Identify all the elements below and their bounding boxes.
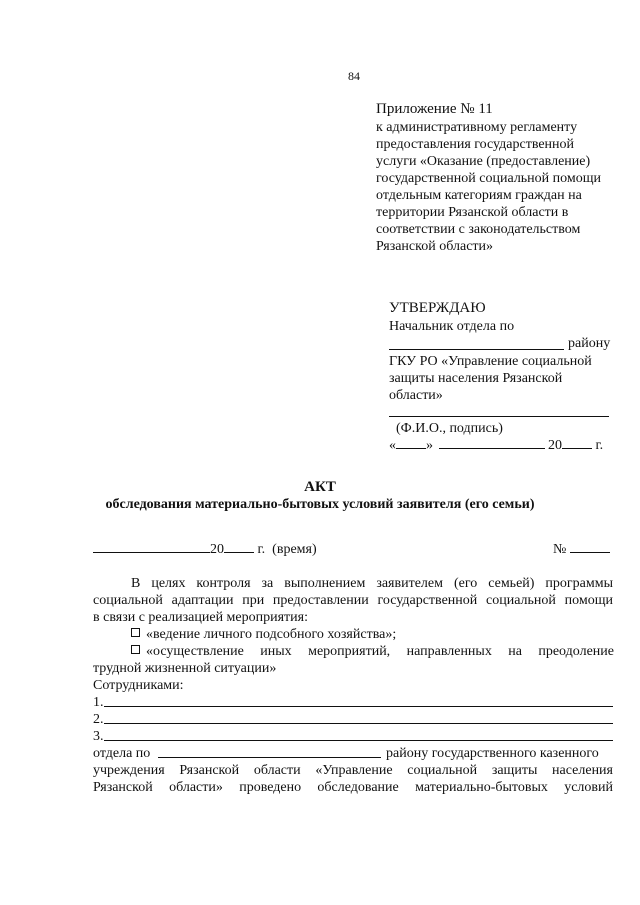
option-label: «осуществление иных мероприятий, направленных на преодоление	[146, 644, 614, 659]
appendix-line: соответствии с законодательством	[376, 222, 581, 237]
date-close-quote: »	[426, 438, 433, 453]
approve-chief: Начальник отдела по	[389, 319, 515, 334]
staff-blank	[104, 723, 613, 724]
signature-blank	[389, 416, 609, 417]
act-date-line	[93, 540, 317, 558]
closing-line: Рязанской области» проведено обследование материально-бытовых условий	[93, 780, 613, 795]
checkbox-icon	[131, 628, 140, 637]
approve-district: району	[568, 336, 611, 351]
staff-number: 3.	[93, 729, 104, 744]
appendix-line: Рязанской области»	[376, 239, 494, 254]
appendix-title: Приложение № 11	[376, 101, 493, 117]
option-other-cont: трудной жизненной ситуации»	[93, 661, 277, 676]
approve-org-line: ГКУ РО «Управление социальной	[389, 354, 592, 369]
staff-label: Сотрудниками:	[93, 678, 184, 693]
staff-blank	[104, 740, 613, 741]
date-year-suffix: г.	[595, 438, 604, 453]
act-number	[553, 540, 610, 558]
approve-date	[389, 436, 603, 454]
approve-org-line: области»	[389, 388, 443, 403]
act-year-suffix: г.	[257, 542, 266, 557]
act-title: АКТ	[304, 479, 336, 495]
staff-blank	[104, 706, 613, 707]
appendix-line: услуги «Оказание (предоставление)	[376, 154, 591, 169]
district-blank	[389, 349, 564, 350]
dept-prefix: отдела по	[93, 746, 151, 761]
approve-org-line: защиты населения Рязанской	[389, 371, 563, 386]
appendix-line: отдельным категориям граждан на	[376, 188, 582, 203]
act-time: (время)	[272, 542, 317, 557]
appendix-line: предоставления государственной	[376, 137, 575, 152]
year-blank	[562, 436, 592, 449]
act-year-prefix: 20	[210, 542, 224, 557]
number-blank	[570, 540, 610, 553]
approve-heading: УТВЕРЖДАЮ	[389, 300, 486, 316]
act-subtitle: обследования материально-бытовых условий заявителя (его семьи)	[105, 497, 535, 512]
intro-line: в связи с реализацией мероприятия:	[93, 610, 308, 625]
date-year-prefix: 20	[548, 438, 562, 453]
checkbox-icon	[131, 645, 140, 654]
appendix-line: к административному регламенту	[376, 120, 578, 135]
option-household	[131, 626, 396, 643]
number-sign: №	[553, 542, 567, 557]
month-blank	[439, 436, 545, 449]
dept-blank	[158, 757, 381, 758]
closing-line: учреждения Рязанской области «Управление социальной защиты населения	[93, 763, 613, 778]
date-open-quote: «	[389, 438, 396, 453]
staff-number: 2.	[93, 712, 104, 727]
appendix-line: государственной социальной помощи	[376, 171, 602, 186]
act-date-blank	[93, 540, 210, 553]
intro-line: В целях контроля за выполнением заявителем (его семьей) программы	[131, 576, 613, 591]
option-label: «ведение личного подсобного хозяйства»;	[146, 627, 397, 642]
page-number: 84	[348, 69, 360, 83]
staff-number: 1.	[93, 695, 104, 710]
intro-line: социальной адаптации при предоставлении государственной социальной помощи	[93, 593, 613, 608]
option-other	[131, 643, 613, 660]
signature-caption: (Ф.И.О., подпись)	[396, 421, 503, 436]
dept-suffix: району государственного казенного	[386, 746, 599, 761]
act-year-blank	[224, 540, 254, 553]
appendix-line: территории Рязанской области в	[376, 205, 569, 220]
day-blank	[396, 436, 426, 449]
